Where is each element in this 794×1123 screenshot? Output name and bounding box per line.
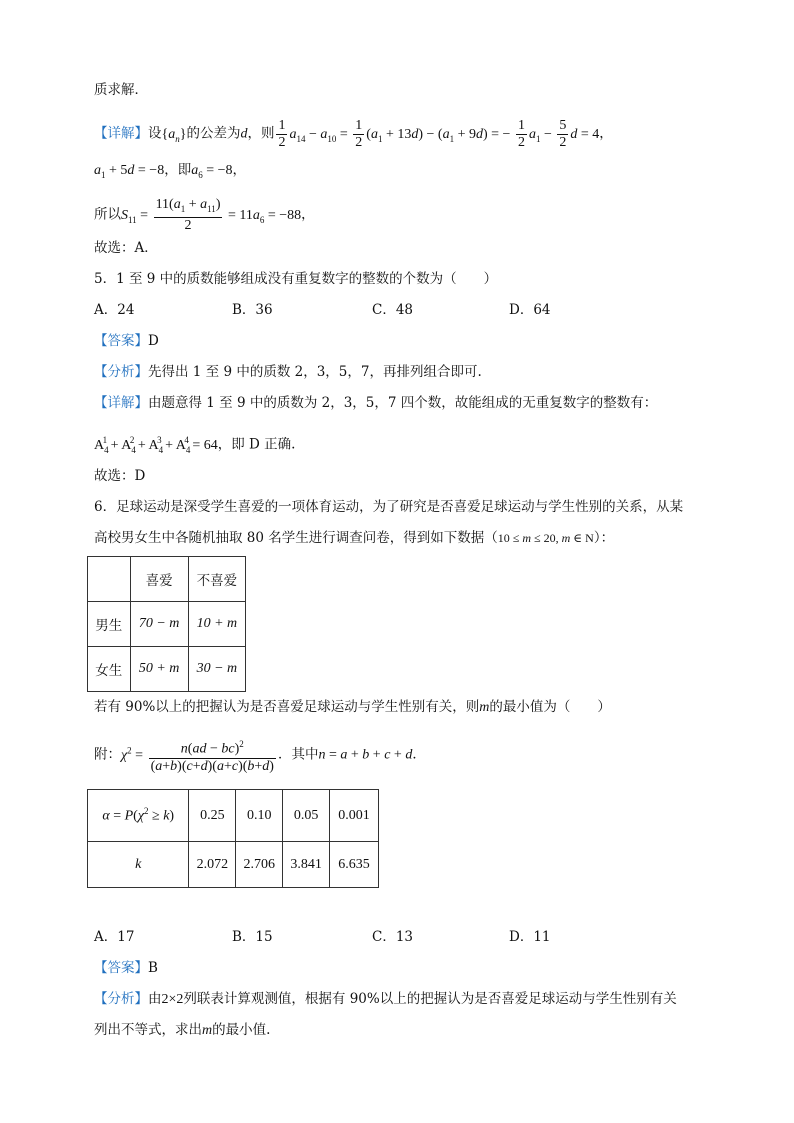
q6-question: 若有 90%以上的把握认为是否喜爱足球运动与学生性别有关，则m的最小值为（ ） xyxy=(94,699,611,715)
q5-detail: 【详解】由题意得 1 至 9 中的质数为 2，3，5，7 四个数，故能组成的无重复数字的整数有： xyxy=(94,395,658,411)
q6-option-d: D．11 xyxy=(509,929,551,945)
critical-k-label: k xyxy=(88,842,189,888)
q4-detail-tag: 【详解】 xyxy=(94,125,148,142)
q4-detail-line3: 所以$S_{11}$ = $\frac{11(a_1 + a_{11})}{2}$ = $11a_6 = -88$， xyxy=(94,197,315,233)
contingency-cell: 70 − m xyxy=(130,602,188,647)
contingency-row-label: 男生 xyxy=(88,602,131,647)
critical-k-cell: 2.072 xyxy=(189,842,236,888)
critical-alpha-cell: 0.10 xyxy=(236,790,283,842)
contingency-row-label: 女生 xyxy=(88,647,131,692)
critical-k-cell: 6.635 xyxy=(330,842,379,888)
critical-alpha-cell: 0.05 xyxy=(283,790,330,842)
q6-appendix: 附：$\chi^2$ = $\frac{n(ad - bc)^2}{(a+b)(c+d)(a+c)(b+d)}$ ．其中n = a + b + c + d． xyxy=(94,736,426,775)
q6-stem-line2: 高校男女生中各随机抽取 80 名学生进行调查问卷，得到如下数据（10 ≤ m ≤ 20, m ∈ N）： xyxy=(94,530,615,546)
critical-alpha-label: $\alpha = P(\chi^2 \ge k)$ xyxy=(88,790,189,842)
q5-option-d: D．64 xyxy=(509,302,551,318)
q5-analysis-tag: 【分析】 xyxy=(94,364,148,380)
critical-alpha-cell: 0.25 xyxy=(189,790,236,842)
contingency-header-dislike: 不喜爱 xyxy=(188,557,245,602)
critical-value-table xyxy=(87,789,379,888)
q6-analysis-line2: 列出不等式，求出m的最小值. xyxy=(94,1022,271,1038)
q6-stem-line1: 6．足球运动是深受学生喜爱的一项体育运动，为了研究是否喜爱足球运动与学生性别的关系，从某 xyxy=(94,499,684,515)
q5-option-a: A．24 xyxy=(94,302,135,318)
q5-option-b: B．36 xyxy=(232,302,273,318)
q6-analysis-line1: 【分析】由2×2列联表计算观测值，根据有 90%以上的把握认为是否喜爱足球运动与学生性别有关 xyxy=(94,991,677,1007)
q5-answer-tag: 【答案】 xyxy=(94,333,148,349)
contingency-cell: 50 + m xyxy=(130,647,188,692)
critical-alpha-cell: 0.001 xyxy=(330,790,379,842)
q6-answer-tag: 【答案】 xyxy=(94,960,148,976)
contingency-header-blank xyxy=(88,557,131,602)
q6-answer: 【答案】B xyxy=(94,960,158,976)
q5-answer: 【答案】D xyxy=(94,333,159,349)
critical-k-cell: 3.841 xyxy=(283,842,330,888)
q4-detail-line1: 【详解】设$\{a_n\}$的公差为d，则 $\frac{1}{2}$ $a_{14} - a_{10}$ = $\frac{1}{2}$ $(a_1 + 13d) - (a_1 + 9d)$ = − $\frac{1}{2}$ $a_1$ − $\frac{5}{2}$ d = 4， xyxy=(94,118,613,150)
q5-analysis: 【分析】先得出 1 至 9 中的质数 2，3，5，7，再排列组合即可. xyxy=(94,364,482,380)
q5-stem: 5．1 至 9 中的质数能够组成没有重复数字的整数的个数为（ ） xyxy=(94,271,498,287)
q6-option-a: A．17 xyxy=(94,929,135,945)
q6-option-c: C．13 xyxy=(372,929,414,945)
contingency-header-like: 喜爱 xyxy=(130,557,188,602)
q5-detail-tag: 【详解】 xyxy=(94,395,148,411)
intro-tail: 质求解． xyxy=(94,82,148,98)
q5-detail-formula: $A_4^1 + A_4^2 + A_4^3 + A_4^4 = 64$，即 D 正确. xyxy=(94,435,296,455)
q6-analysis-tag: 【分析】 xyxy=(94,991,148,1007)
q4-conclusion: 故选：A． xyxy=(94,240,158,256)
q4-detail-line2: $a_1 + 5d = -8$，即$a_6 = -8$， xyxy=(94,162,246,180)
q5-option-c: C．48 xyxy=(372,302,414,318)
q6-option-b: B．15 xyxy=(232,929,273,945)
contingency-cell: 30 − m xyxy=(188,647,245,692)
contingency-cell: 10 + m xyxy=(188,602,245,647)
contingency-table xyxy=(87,556,246,692)
q5-conclusion: 故选：D xyxy=(94,468,146,484)
critical-k-cell: 2.706 xyxy=(236,842,283,888)
